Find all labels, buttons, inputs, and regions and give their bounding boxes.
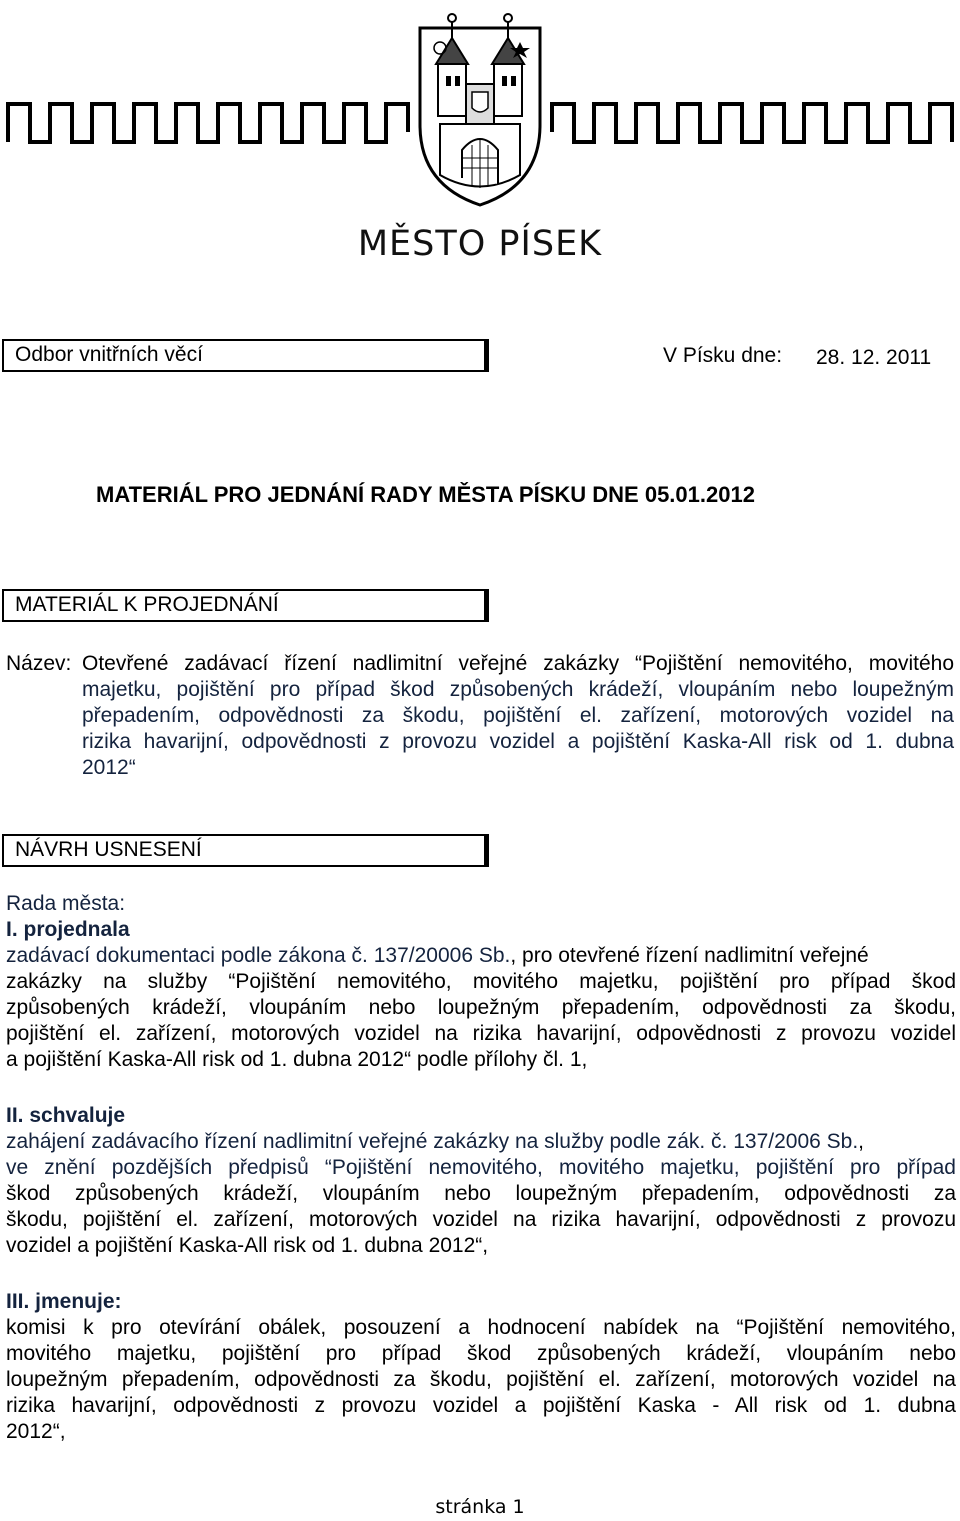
- section-1-line-1: [6, 943, 956, 969]
- section-1-line-1b: , pro otevřené řízení nadlimitní veřejné: [510, 944, 869, 967]
- section-3-line-4: rizika havarijní, odpovědnosti z provozu vozidel a pojištění Kaska - All risk od 1. dubna: [6, 1394, 956, 1417]
- nazev-line-4: rizika havarijní, odpovědnosti z provozu vozidel a pojištění Kaska-All risk od 1. dubna: [82, 730, 954, 753]
- date-value: 28. 12. 2011: [816, 346, 932, 369]
- page-title: MATERIÁL PRO JEDNÁNÍ RADY MĚSTA PÍSKU DNE 05.01.2012: [96, 482, 755, 507]
- section-2-line-1b: ,: [858, 1130, 865, 1153]
- material-box: [2, 589, 489, 622]
- department-label: Odbor vnitřních věcí: [15, 343, 203, 366]
- section-1-line-1a: zadávací dokumentaci podle zákona č. 137/20006 Sb.: [6, 944, 511, 967]
- page-number: stránka 1: [435, 1496, 525, 1518]
- section-1-line-5: a pojištění Kaska-All risk od 1. dubna 2012“ podle přílohy čl. 1,: [6, 1048, 588, 1071]
- nazev-line-5: 2012“: [82, 756, 136, 779]
- city-header: [0, 0, 960, 280]
- nazev-line-3: přepadením, odpovědnosti za škodu, pojištění el. zařízení, motorových vozidel na: [82, 704, 954, 727]
- rada-label: Rada města:: [6, 892, 126, 915]
- nazev-line-2: majetku, pojištění pro případ škod způsobených krádeží, vloupáním nebo loupežným: [82, 678, 954, 701]
- section-2-line-1a: zahájení zadávacího řízení nadlimitní veřejné zakázky na služby podle zák. č. 137/2006 Sb.: [6, 1130, 859, 1153]
- section-3-line-1: komisi k pro otevírání obálek, posouzení a hodnocení nabídek na “Pojištění nemovitého,: [6, 1316, 956, 1339]
- section-2-line-5: vozidel a pojištění Kaska-All risk od 1. dubna 2012“,: [6, 1234, 489, 1257]
- nazev-label: Název:: [6, 652, 72, 675]
- city-name: MĚSTO PÍSEK: [357, 224, 603, 264]
- section-1-line-3: způsobených krádeží, vloupáním nebo loupežným přepadením, odpovědnosti za škodu,: [6, 996, 956, 1019]
- nazev-line-1: Otevřené zadávací řízení nadlimitní veřejné zakázky “Pojištění nemovitého, movitého: [82, 652, 954, 675]
- section-2-line-2: ve znění pozdějších předpisů “Pojištění nemovitého, movitého majetku, pojištění pro případ: [6, 1156, 956, 1179]
- section-2-line-4: škodu, pojištění el. zařízení, motorových vozidel na rizika havarijní, odpovědnosti z provozu: [6, 1208, 956, 1231]
- section-2-line-1: [6, 1129, 956, 1155]
- city-coat-of-arms-icon: [0, 0, 960, 230]
- date-label: V Písku dne:: [663, 344, 783, 367]
- section-3-heading: III. jmenuje:: [6, 1290, 122, 1313]
- section-2-heading: II. schvaluje: [6, 1104, 126, 1127]
- material-box-label: MATERIÁL K PROJEDNÁNÍ: [15, 593, 279, 616]
- section-3-line-2: movitého majetku, pojištění pro případ škod způsobených krádeží, vloupáním nebo: [6, 1342, 956, 1365]
- navrh-box-label: NÁVRH USNESENÍ: [15, 838, 202, 861]
- section-1-line-2: zakázky na služby “Pojištění nemovitého, movitého majetku, pojištění pro případ škod: [6, 970, 956, 993]
- department-box: [2, 339, 489, 372]
- section-2-line-3: škod způsobených krádeží, vloupáním nebo loupežným přepadením, odpovědnosti za: [6, 1182, 956, 1205]
- section-1-line-4: pojištění el. zařízení, motorových vozidel na rizika havarijní, odpovědnosti z provozu vozidel: [6, 1022, 956, 1045]
- section-1-heading: I. projednala: [6, 918, 130, 941]
- section-3-line-5: 2012“,: [6, 1420, 66, 1443]
- navrh-box: [2, 834, 489, 867]
- section-3-line-3: loupežným přepadením, odpovědnosti za škodu, pojištění el. zařízení, motorových vozidel na: [6, 1368, 956, 1391]
